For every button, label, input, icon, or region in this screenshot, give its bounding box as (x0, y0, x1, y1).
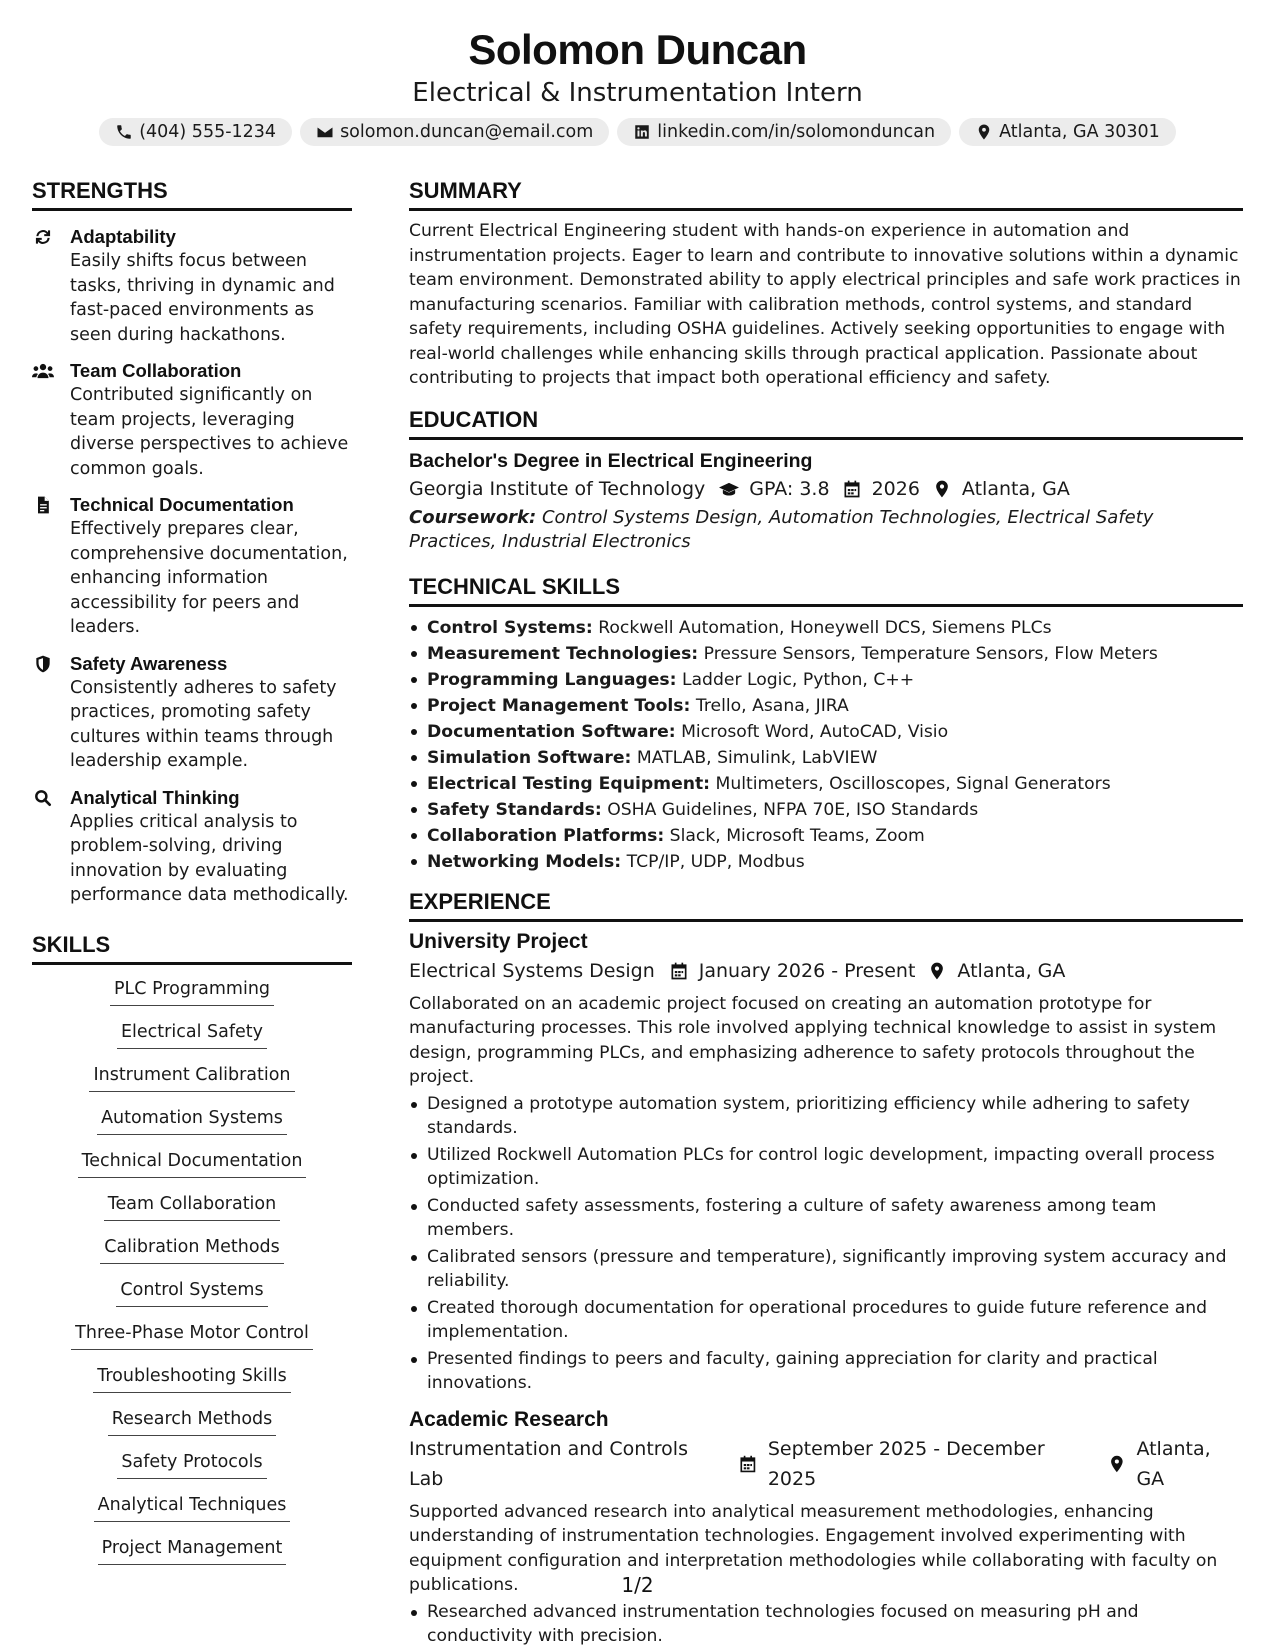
phone-icon (115, 123, 133, 141)
strength-title: Technical Documentation (70, 494, 294, 515)
skill-tag: Research Methods (108, 1407, 277, 1436)
skill-category: Networking Models: (427, 851, 622, 872)
contact-bar (0, 118, 1275, 146)
contact-linkedin-text: linkedin.com/in/solomonduncan (657, 122, 936, 142)
linkedin-icon (633, 123, 651, 141)
skill-values: Trello, Asana, JIRA (695, 695, 849, 716)
education-heading: EDUCATION (409, 405, 1243, 440)
page-number: 1/2 (621, 1573, 654, 1597)
shield-icon (32, 654, 54, 674)
technical-skills-list (409, 615, 1243, 875)
experience-dates: January 2026 - Present (698, 959, 916, 982)
right-column (409, 176, 1243, 1649)
skill-values: Rockwell Automation, Honeywell DCS, Siemens PLCs (598, 617, 1052, 638)
coursework-list: Control Systems Design, Automation Technologies, Electrical Safety Practices, Industrial Electronics (409, 506, 1154, 552)
graduation-year: 2026 (871, 477, 920, 500)
contact-location[interactable] (959, 118, 1176, 146)
summary-heading: SUMMARY (409, 176, 1243, 211)
experience-dates: September 2025 - December 2025 (767, 1437, 1045, 1490)
list-item (409, 693, 1243, 719)
contact-phone-text: (404) 555-1234 (139, 122, 277, 142)
skill-values: Microsoft Word, AutoCAD, Visio (681, 721, 949, 742)
skill-tag: PLC Programming (110, 977, 274, 1006)
experience-org: Electrical Systems Design (409, 959, 655, 982)
strength-desc: Effectively prepares clear, comprehensive documentation, enhancing information accessibility for peers and leaders. (70, 519, 348, 637)
skill-values: Ladder Logic, Python, C++ (681, 669, 915, 690)
strength-title: Analytical Thinking (70, 786, 240, 808)
experience-location: Atlanta, GA (957, 959, 1066, 982)
strength-desc: Applies critical analysis to problem-solving, driving innovation by evaluating performance data methodically. (70, 811, 349, 905)
list-item: Utilized Rockwell Automation PLCs for control logic development, impacting overall process optimization. (409, 1143, 1243, 1192)
experience-entry (409, 1406, 1243, 1649)
strength-item (32, 225, 352, 347)
list-item (409, 641, 1243, 667)
skill-values: Multimeters, Oscilloscopes, Signal Generators (715, 773, 1111, 794)
experience-meta (409, 956, 1243, 986)
list-item: Researched advanced instrumentation technologies focused on measuring pH and conductivity with precision. (409, 1600, 1243, 1649)
search-icon (32, 788, 54, 808)
education-meta (409, 474, 1243, 504)
strengths-heading: STRENGTHS (32, 176, 352, 211)
map-pin-icon (1107, 1454, 1127, 1474)
map-pin-icon (932, 479, 952, 499)
strength-desc: Consistently adheres to safety practices, promoting safety cultures within teams through leadership example. (70, 677, 337, 771)
skill-category: Project Management Tools: (427, 695, 691, 716)
degree-title: Bachelor's Degree in Electrical Engineering (409, 449, 813, 472)
skill-category: Control Systems: (427, 617, 593, 638)
strength-item (32, 786, 352, 908)
experience-org: Instrumentation and Controls Lab (409, 1437, 688, 1490)
resume-header (0, 24, 1275, 146)
experience-heading: EXPERIENCE (409, 887, 1243, 922)
sync-arrows-icon (32, 227, 54, 247)
list-item: Calibrated sensors (pressure and temperature), significantly improving system accuracy and reliability. (409, 1245, 1243, 1294)
skill-category: Documentation Software: (427, 721, 676, 742)
skill-values: TCP/IP, UDP, Modbus (626, 851, 805, 872)
skill-category: Programming Languages: (427, 669, 677, 690)
contact-phone[interactable] (99, 118, 292, 146)
skill-category: Simulation Software: (427, 747, 632, 768)
coursework-label: Coursework: (409, 506, 537, 528)
calendar-icon (669, 961, 689, 981)
experience-meta (409, 1434, 1243, 1494)
skill-values: Slack, Microsoft Teams, Zoom (669, 825, 925, 846)
skill-category: Measurement Technologies: (427, 643, 699, 664)
list-item (409, 771, 1243, 797)
experience-bullets (409, 1600, 1243, 1649)
skill-category: Safety Standards: (427, 799, 602, 820)
graduation-cap-icon (719, 479, 739, 499)
skill-tag: Technical Documentation (78, 1149, 307, 1178)
contact-linkedin[interactable] (617, 118, 951, 146)
skill-tag: Electrical Safety (117, 1020, 267, 1049)
list-item: Designed a prototype automation system, prioritizing efficiency while adhering to safety standards. (409, 1092, 1243, 1141)
skill-values: Pressure Sensors, Temperature Sensors, Flow Meters (703, 643, 1158, 664)
calendar-icon (738, 1454, 758, 1474)
skills-list (32, 977, 352, 1565)
technical-skills-heading: TECHNICAL SKILLS (409, 572, 1243, 607)
skill-values: OSHA Guidelines, NFPA 70E, ISO Standards (607, 799, 979, 820)
experience-title: Academic Research (409, 1407, 609, 1431)
strength-title: Team Collaboration (70, 360, 242, 381)
contact-email[interactable] (300, 118, 609, 146)
list-item (409, 797, 1243, 823)
experience-entry (409, 928, 1243, 1396)
skill-tag: Safety Protocols (117, 1450, 266, 1479)
list-item (409, 615, 1243, 641)
experience-desc: Collaborated on an academic project focused on creating an automation prototype for manufacturing processes. This role involved applying technical knowledge to assist in system design, programming PLCs, and emphasizing adherence to safety protocols throughout the project. (409, 993, 1217, 1087)
strength-title: Adaptability (70, 226, 176, 247)
gpa: GPA: 3.8 (749, 477, 830, 500)
list-item (409, 719, 1243, 745)
envelope-icon (316, 123, 334, 141)
skill-tag: Calibration Methods (100, 1235, 284, 1264)
experience-title: University Project (409, 929, 588, 953)
summary-text: Current Electrical Engineering student with hands-on experience in automation and instrumentation projects. Eager to learn and contribute to innovative solutions within a dynamic team environment. Demonstrated ability to apply electrical principles and safe work practices in manufacturing scenarios. Familiar with calibration methods, control systems, and standard safety requirements, including OSHA guidelines. Actively seeking opportunities to engage with real-world challenges while enhancing skills through practical application. Passionate about contributing to projects that impact both operational efficiency and safety. (409, 221, 1241, 388)
left-column (32, 176, 352, 1565)
school-name: Georgia Institute of Technology (409, 477, 706, 500)
strength-title: Safety Awareness (70, 652, 228, 674)
skill-tag: Team Collaboration (104, 1192, 280, 1221)
map-pin-icon (975, 123, 993, 141)
list-item: Presented findings to peers and faculty, gaining appreciation for clarity and practical innovations. (409, 1347, 1243, 1396)
strength-item (32, 652, 352, 774)
map-pin-icon (927, 961, 947, 981)
experience-desc: Supported advanced research into analytical measurement methodologies, enhancing understanding of instrumentation technologies. Engagement involved experimenting with equipment configuration and interpretation methodologies while collaborating with faculty on publications. (409, 1501, 1218, 1595)
candidate-name: Solomon Duncan (468, 26, 807, 73)
list-item: Conducted safety assessments, fostering a culture of safety awareness among team members. (409, 1194, 1243, 1243)
skill-tag: Analytical Techniques (94, 1493, 291, 1522)
list-item (409, 745, 1243, 771)
strength-desc: Easily shifts focus between tasks, thriving in dynamic and fast-paced environments as seen during hackathons. (70, 251, 335, 345)
contact-location-text: Atlanta, GA 30301 (999, 122, 1160, 142)
skill-category: Electrical Testing Equipment: (427, 773, 711, 794)
strength-desc: Contributed significantly on team projects, leveraging diverse perspectives to achieve common goals. (70, 385, 349, 479)
skill-category: Collaboration Platforms: (427, 825, 665, 846)
users-icon (32, 361, 54, 381)
skill-tag: Three-Phase Motor Control (71, 1321, 313, 1350)
skill-values: MATLAB, Simulink, LabVIEW (636, 747, 878, 768)
list-item (409, 823, 1243, 849)
skill-tag: Project Management (98, 1536, 287, 1565)
skill-tag: Automation Systems (97, 1106, 287, 1135)
skill-tag: Troubleshooting Skills (93, 1364, 291, 1393)
contact-email-text: solomon.duncan@email.com (340, 122, 594, 142)
list-item: Created thorough documentation for operational procedures to guide future reference and implementation. (409, 1296, 1243, 1345)
strength-item (32, 359, 352, 481)
calendar-icon (842, 479, 862, 499)
skill-tag: Instrument Calibration (89, 1063, 294, 1092)
list-item (409, 849, 1243, 875)
strength-item (32, 493, 352, 640)
education-location: Atlanta, GA (961, 477, 1070, 500)
coursework (409, 506, 1243, 554)
list-item (409, 667, 1243, 693)
skills-heading: SKILLS (32, 930, 352, 965)
document-icon (32, 495, 54, 515)
experience-bullets (409, 1092, 1243, 1396)
experience-location: Atlanta, GA (1136, 1437, 1211, 1490)
candidate-title: Electrical & Instrumentation Intern (412, 78, 863, 108)
skill-tag: Control Systems (116, 1278, 267, 1307)
